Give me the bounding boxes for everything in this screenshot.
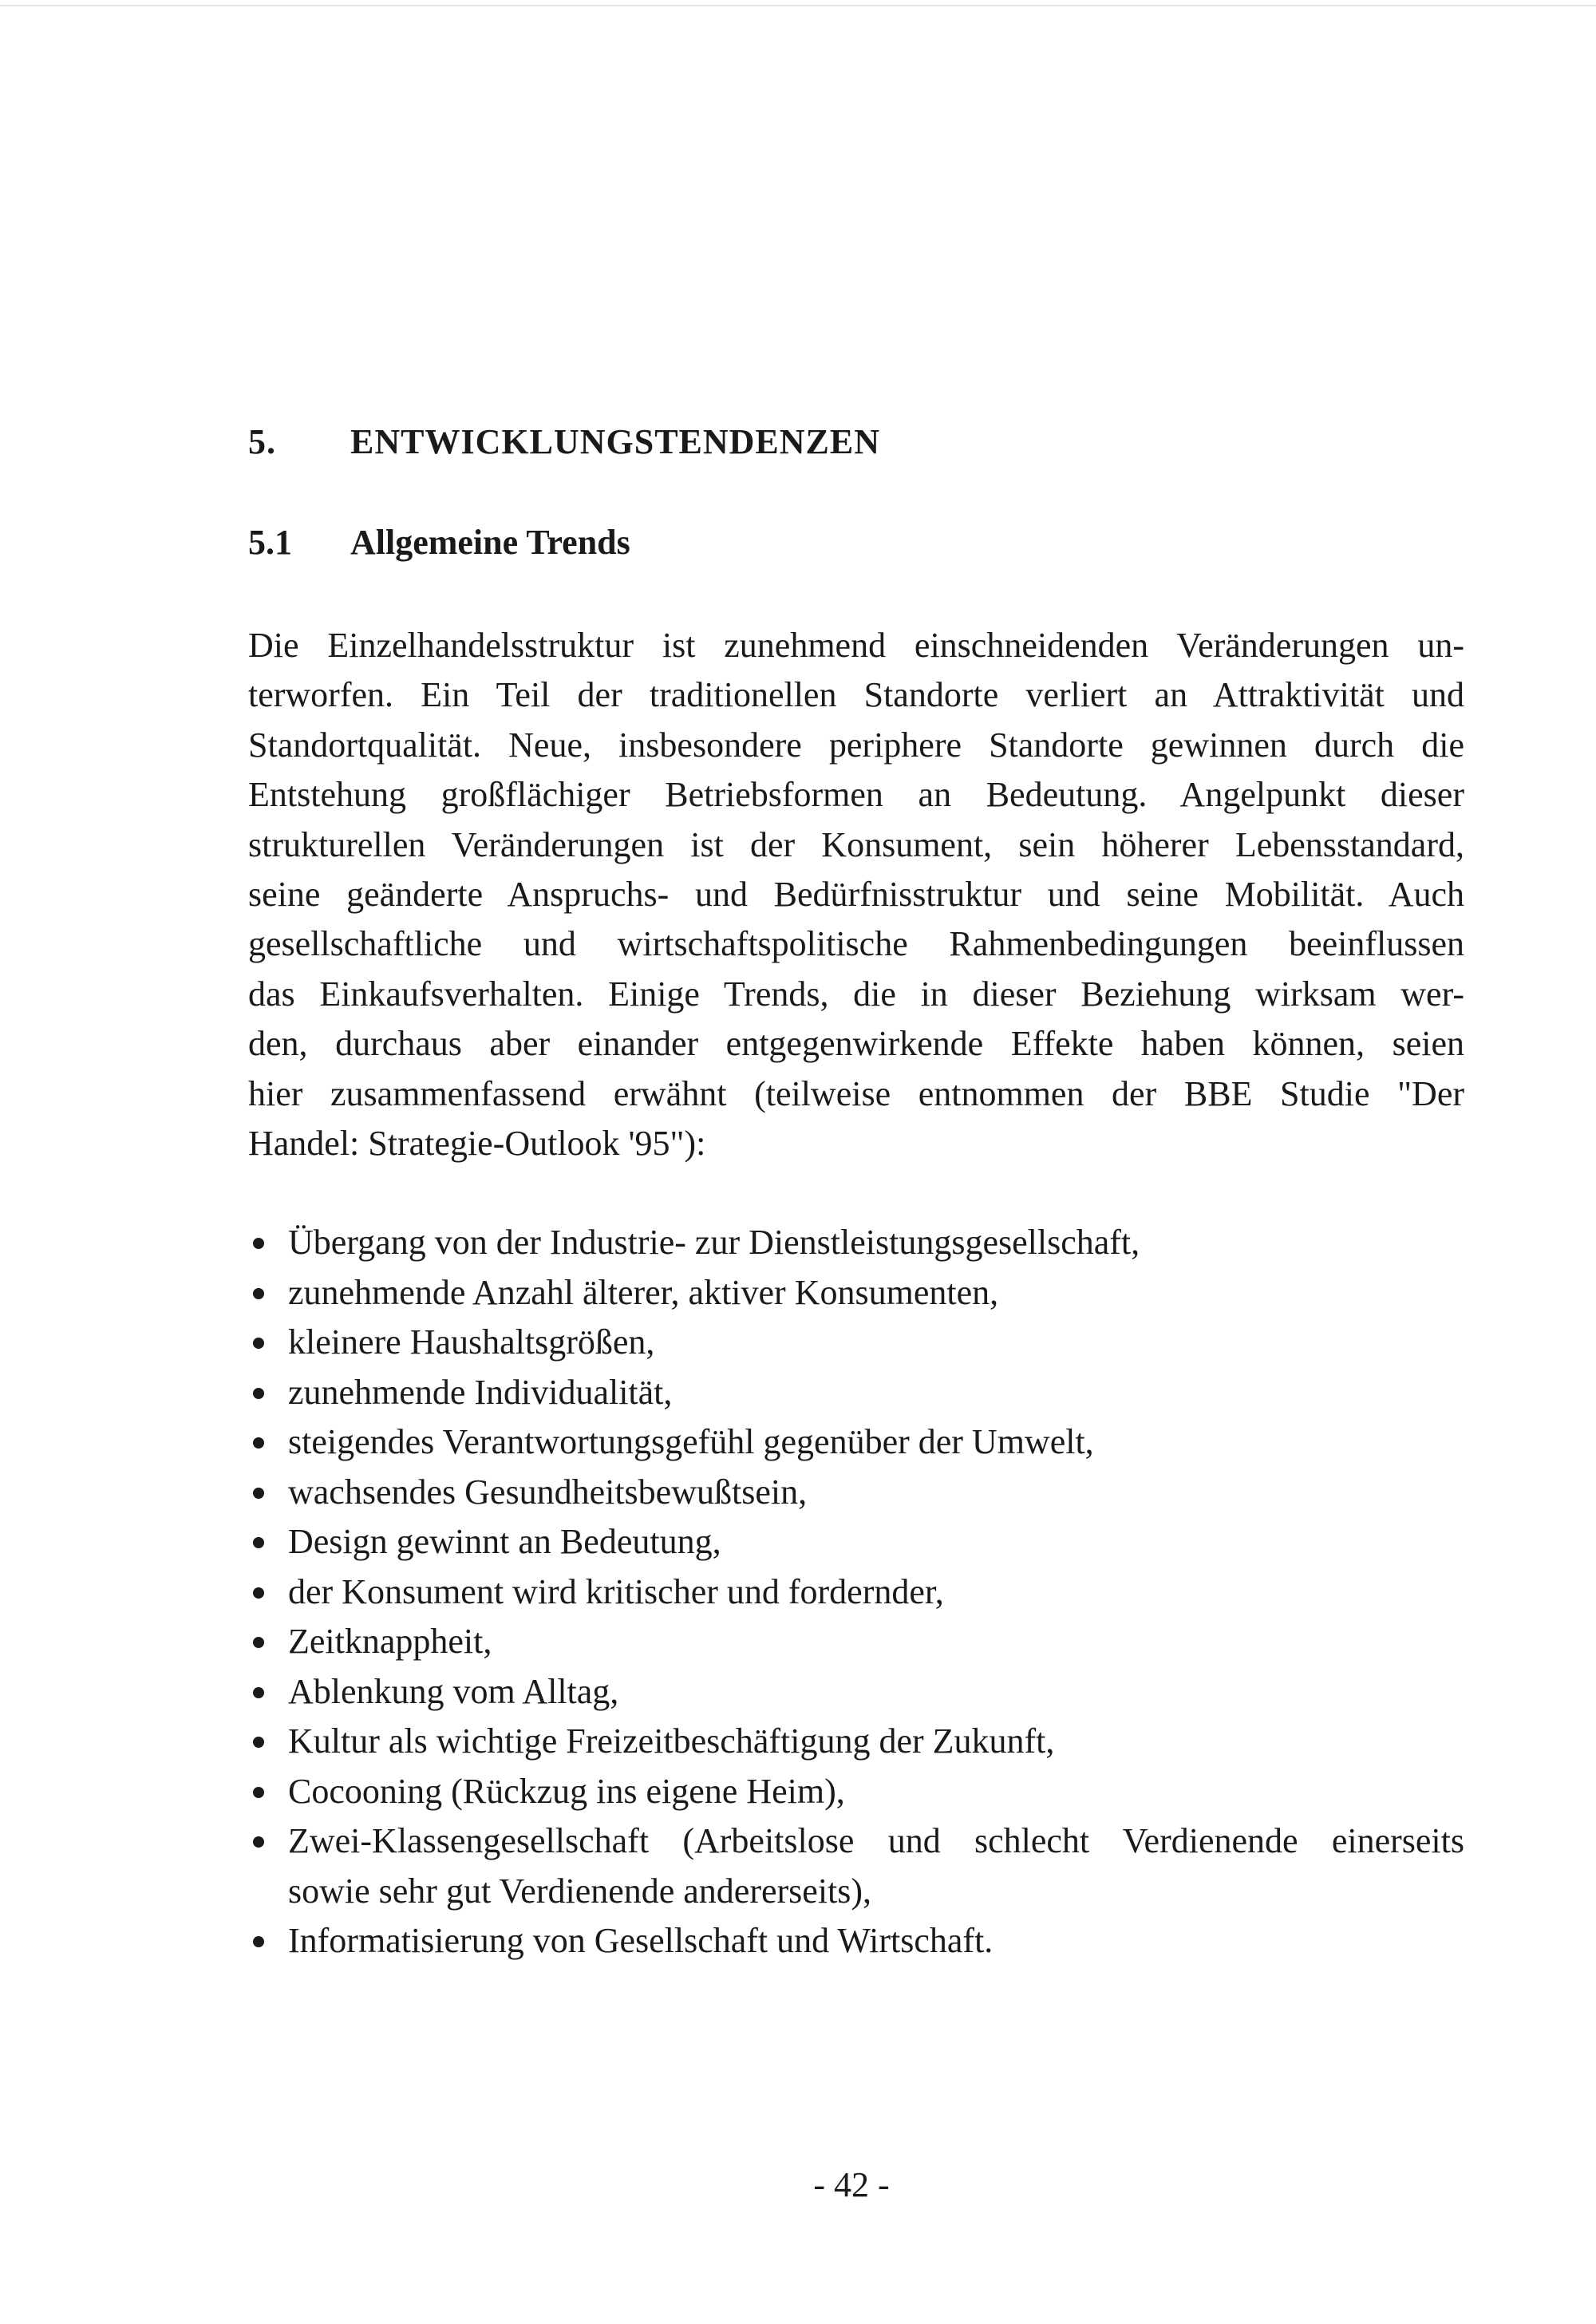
list-item [248, 1617, 1464, 1667]
bullet-icon [253, 1388, 264, 1399]
list-item-text: Kultur als wichtige Freizeitbeschäftigung der Zukunft, [288, 1721, 1055, 1761]
paragraph-line: Entstehung großflächiger Betriebsformen an Bedeutung. Angelpunkt dieser [248, 775, 1464, 815]
page-number: - 42 - [813, 2165, 890, 2204]
paragraph-line: Standortqualität. Neue, insbesondere periphere Standorte gewinnen durch die [248, 725, 1464, 765]
scan-edge-line [0, 5, 1596, 6]
section-heading [248, 522, 630, 563]
list-item-text: wachsendes Gesundheitsbewußtsein, [288, 1472, 808, 1512]
list-item [248, 1268, 1464, 1318]
paragraph-line: strukturellen Veränderungen ist der Konsument, sein höherer Lebensstandard, [248, 824, 1464, 864]
bullet-icon [253, 1737, 264, 1748]
body-paragraph [248, 621, 1464, 1168]
bullet-icon [253, 1537, 264, 1548]
list-item-text: der Konsument wird kritischer und fordernder, [288, 1571, 944, 1611]
list-item-text: Cocooning (Rückzug ins eigene Heim), [288, 1771, 845, 1811]
list-item-text: Ablenkung vom Alltag, [288, 1671, 619, 1711]
list-item [248, 1218, 1464, 1268]
paragraph-line: gesellschaftliche und wirtschaftspolitische Rahmenbedingungen beeinflussen [248, 924, 1464, 964]
paragraph-line: das Einkaufsverhalten. Einige Trends, die in dieser Beziehung wirksam wer- [248, 974, 1464, 1014]
bullet-icon [253, 1288, 264, 1299]
list-item [248, 1417, 1464, 1468]
list-item-text: steigendes Verantwortungsgefühl gegenüber der Umwelt, [288, 1422, 1094, 1461]
paragraph-line: hier zusammenfassend erwähnt (teilweise entnommen der BBE Studie "Der [248, 1073, 1464, 1113]
chapter-number: 5. [248, 422, 276, 461]
bullet-icon [253, 1437, 264, 1449]
list-item [248, 1916, 1464, 1966]
bullet-icon [253, 1787, 264, 1798]
paragraph-line: Die Einzelhandelsstruktur ist zunehmend einschneidenden Veränderungen un- [248, 626, 1464, 665]
bullet-icon [253, 1836, 264, 1848]
list-item-text: kleinere Haushaltsgrößen, [288, 1322, 655, 1362]
list-item-text: Zeitknappheit, [288, 1622, 492, 1661]
bullet-icon [253, 1338, 264, 1349]
chapter-title: ENTWICKLUNGSTENDENZEN [350, 422, 881, 461]
list-item-text: Übergang von der Industrie- zur Dienstleistungsgesellschaft, [288, 1223, 1140, 1262]
bullet-icon [253, 1488, 264, 1499]
list-item [248, 1717, 1464, 1767]
list-item [248, 1767, 1464, 1817]
list-item [248, 1318, 1464, 1368]
list-item-text: Informatisierung von Gesellschaft und Wirtschaft. [288, 1921, 994, 1960]
bullet-icon [253, 1637, 264, 1648]
list-item [248, 1368, 1464, 1418]
bullet-icon [253, 1936, 264, 1947]
bullet-icon [253, 1587, 264, 1599]
list-item [248, 1468, 1464, 1518]
list-item-text: zunehmende Individualität, [288, 1372, 673, 1412]
section-title: Allgemeine Trends [350, 523, 630, 562]
paragraph-line: Handel: Strategie-Outlook '95"): [248, 1124, 706, 1164]
list-item-text: Zwei-Klassengesellschaft (Arbeitslose und schlecht Verdienende einerseits [288, 1821, 1464, 1860]
list-item-continuation: sowie sehr gut Verdienende andererseits), [288, 1871, 872, 1911]
trend-list [248, 1218, 1464, 1966]
chapter-heading [248, 421, 880, 462]
list-item [248, 1567, 1464, 1618]
list-item [248, 1816, 1464, 1916]
bullet-icon [253, 1687, 264, 1698]
list-item [248, 1517, 1464, 1567]
bullet-icon [253, 1238, 264, 1249]
section-number: 5.1 [248, 523, 292, 562]
list-item-text: zunehmende Anzahl älterer, aktiver Konsumenten, [288, 1272, 999, 1312]
list-item-text: Design gewinnt an Bedeutung, [288, 1522, 721, 1561]
paragraph-line: terworfen. Ein Teil der traditionellen Standorte verliert an Attraktivität und [248, 675, 1464, 715]
paragraph-line: den, durchaus aber einander entgegenwirkende Effekte haben können, seien [248, 1024, 1464, 1064]
paragraph-line: seine geänderte Anspruchs- und Bedürfnisstruktur und seine Mobilität. Auch [248, 875, 1464, 915]
list-item [248, 1667, 1464, 1717]
